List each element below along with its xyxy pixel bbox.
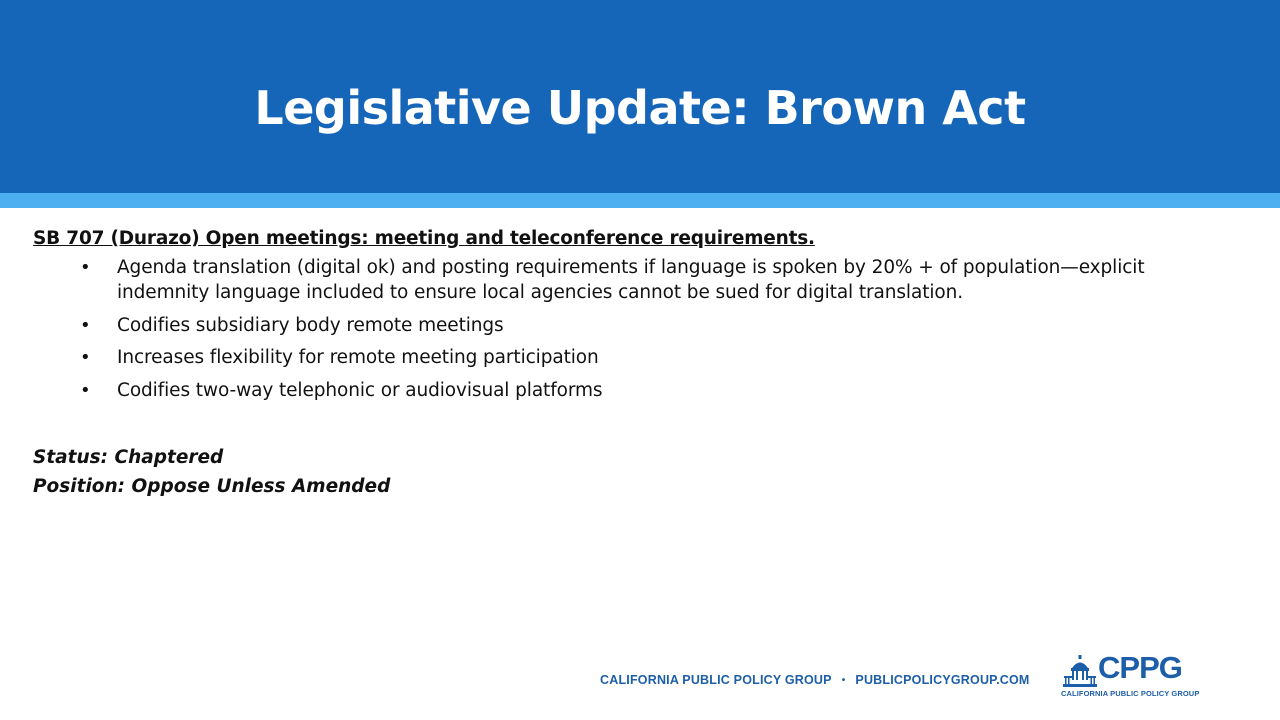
position-line: Position: Oppose Unless Amended	[33, 475, 391, 497]
slide-title: Legislative Update: Brown Act	[254, 80, 1026, 135]
header-accent-stripe	[0, 193, 1280, 208]
bullet-text: Codifies two-way telephonic or audiovisual platforms	[117, 379, 603, 401]
capitol-dome-icon	[1062, 654, 1098, 690]
bullet-icon: •	[80, 257, 91, 278]
list-item	[33, 255, 1233, 305]
list-item	[33, 313, 1233, 338]
bullet-text: Increases flexibility for remote meeting participation	[117, 347, 599, 368]
bullet-icon: •	[80, 314, 91, 336]
logo-tagline: CALIFORNIA PUBLIC POLICY GROUP	[1061, 689, 1200, 698]
bill-heading: SB 707 (Durazo) Open meetings: meeting and teleconference requirements.	[33, 228, 815, 249]
list-item	[33, 378, 1233, 403]
cppg-logo	[1060, 650, 1205, 702]
footer-org-name: CALIFORNIA PUBLIC POLICY GROUP	[600, 673, 832, 687]
header-banner	[0, 0, 1280, 193]
footer-website-link[interactable]: PUBLICPOLICYGROUP.COM	[855, 673, 1030, 687]
bullet-text: Agenda translation (digital ok) and posting requirements if language is spoken by 20% + of population—explicit indemnity language included to ensure local agencies cannot be sued for digital translation.	[117, 257, 1145, 303]
footer	[600, 673, 1030, 687]
bullet-icon: •	[80, 347, 91, 368]
bullet-list	[33, 255, 1233, 403]
bullet-text: Codifies subsidiary body remote meetings	[117, 314, 504, 336]
status-block	[33, 443, 1233, 501]
slide-content	[33, 228, 1233, 501]
footer-separator: •	[841, 674, 846, 686]
bullet-icon: •	[80, 379, 91, 401]
status-line: Status: Chaptered	[33, 446, 224, 468]
logo-wordmark: CPPG	[1098, 650, 1182, 685]
list-item	[33, 345, 1233, 370]
